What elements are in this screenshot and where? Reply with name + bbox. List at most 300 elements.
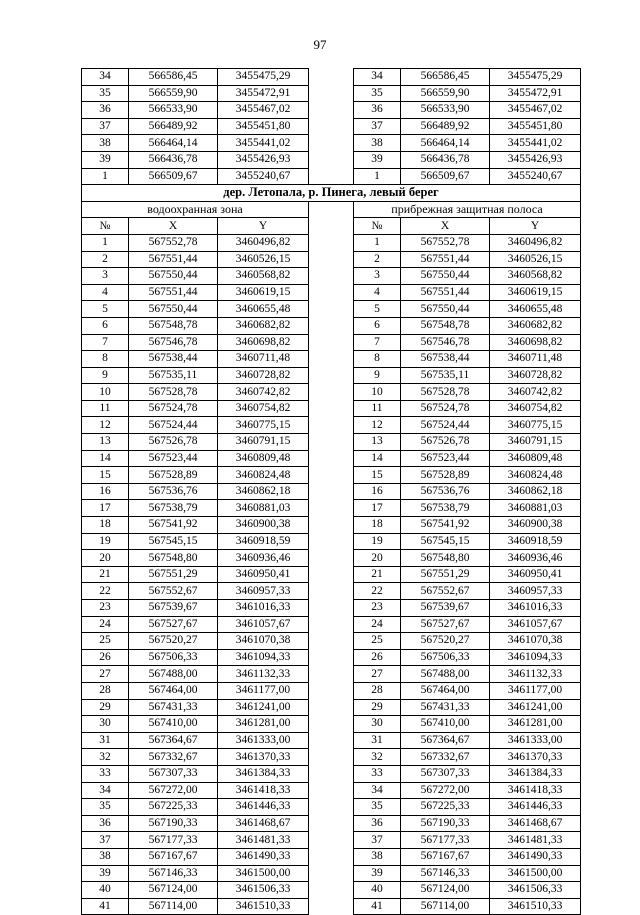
y-coordinate: 3460711,48	[490, 351, 581, 368]
point-number: 19	[354, 533, 401, 550]
x-coordinate: 566559,90	[129, 85, 218, 102]
column-gap	[309, 666, 354, 683]
x-coordinate: 566489,92	[129, 118, 218, 135]
column-gap	[309, 102, 354, 119]
y-coordinate: 3460698,82	[490, 334, 581, 351]
y-coordinate: 3460900,38	[490, 517, 581, 534]
y-coordinate: 3461177,00	[218, 682, 309, 699]
x-coordinate: 567552,78	[129, 234, 218, 251]
point-number: 40	[82, 882, 129, 899]
x-coordinate: 567551,29	[401, 566, 490, 583]
point-number: 38	[82, 135, 129, 152]
x-coordinate: 567524,78	[401, 400, 490, 417]
y-coordinate: 3461132,33	[490, 666, 581, 683]
y-coordinate: 3461481,33	[490, 832, 581, 849]
section-title: дер. Летопала, р. Пинега, левый берег	[82, 185, 581, 202]
column-gap	[309, 649, 354, 666]
point-number: 28	[354, 682, 401, 699]
point-number: 32	[354, 749, 401, 766]
x-coordinate: 567538,79	[401, 500, 490, 517]
y-coordinate: 3455451,80	[490, 118, 581, 135]
y-coordinate: 3455472,91	[218, 85, 309, 102]
x-coordinate: 567364,67	[401, 732, 490, 749]
coordinates-table	[81, 68, 581, 915]
x-coordinate: 567523,44	[401, 450, 490, 467]
column-gap	[309, 384, 354, 401]
x-coordinate: 567464,00	[401, 682, 490, 699]
x-coordinate: 566489,92	[401, 118, 490, 135]
y-coordinate: 3461333,00	[490, 732, 581, 749]
y-coordinate: 3461446,33	[218, 799, 309, 816]
x-coordinate: 567535,11	[129, 367, 218, 384]
point-number: 14	[82, 450, 129, 467]
point-number: 3	[354, 268, 401, 285]
x-coordinate: 567552,67	[129, 583, 218, 600]
x-coordinate: 566586,45	[401, 69, 490, 86]
table-row	[82, 732, 581, 749]
y-coordinate: 3460809,48	[218, 450, 309, 467]
y-coordinate: 3461510,33	[218, 898, 309, 915]
x-coordinate: 567546,78	[129, 334, 218, 351]
y-coordinate: 3455441,02	[490, 135, 581, 152]
column-gap	[309, 782, 354, 799]
x-coordinate: 567552,78	[401, 234, 490, 251]
y-coordinate: 3455475,29	[218, 69, 309, 86]
y-coordinate: 3460775,15	[490, 417, 581, 434]
y-coordinate: 3461490,33	[218, 848, 309, 865]
y-coordinate: 3461370,33	[490, 749, 581, 766]
y-coordinate: 3460881,03	[218, 500, 309, 517]
x-coordinate: 567527,67	[401, 616, 490, 633]
y-coordinate: 3461384,33	[218, 765, 309, 782]
y-coordinate: 3460862,18	[490, 483, 581, 500]
table-row	[82, 799, 581, 816]
y-coordinate: 3461506,33	[218, 882, 309, 899]
y-coordinate: 3455467,02	[218, 102, 309, 119]
y-coordinate: 3460496,82	[218, 234, 309, 251]
table-row	[82, 234, 581, 251]
y-coordinate: 3461418,33	[218, 782, 309, 799]
page-number: 97	[313, 37, 327, 52]
y-coordinate: 3461370,33	[218, 749, 309, 766]
column-gap	[309, 500, 354, 517]
x-coordinate: 567550,44	[129, 301, 218, 318]
table-row	[82, 151, 581, 168]
table-row	[82, 765, 581, 782]
y-coordinate: 3460957,33	[490, 583, 581, 600]
coordinate-rows	[82, 234, 581, 914]
point-number: 41	[354, 898, 401, 915]
point-number: 17	[354, 500, 401, 517]
y-coordinate: 3461070,38	[218, 633, 309, 650]
table-row	[82, 882, 581, 899]
point-number: 37	[354, 118, 401, 135]
point-number: 32	[82, 749, 129, 766]
x-coordinate: 567551,44	[129, 284, 218, 301]
point-number: 9	[82, 367, 129, 384]
y-coordinate: 3461418,33	[490, 782, 581, 799]
x-coordinate: 567551,44	[401, 251, 490, 268]
y-coordinate: 3455240,67	[490, 168, 581, 185]
x-coordinate: 567538,79	[129, 500, 218, 517]
column-gap	[309, 815, 354, 832]
x-coordinate: 567548,80	[129, 550, 218, 567]
x-coordinate: 567520,27	[129, 633, 218, 650]
column-gap	[309, 251, 354, 268]
table-row	[82, 616, 581, 633]
y-coordinate: 3460496,82	[490, 234, 581, 251]
column-gap	[309, 848, 354, 865]
point-number: 37	[354, 832, 401, 849]
point-number: 8	[82, 351, 129, 368]
table-row	[82, 417, 581, 434]
table-row	[82, 268, 581, 285]
x-coordinate: 567548,78	[129, 317, 218, 334]
point-number: 39	[354, 865, 401, 882]
point-number: 1	[354, 168, 401, 185]
y-coordinate: 3460862,18	[218, 483, 309, 500]
x-coordinate: 567431,33	[401, 699, 490, 716]
table-row	[82, 118, 581, 135]
point-number: 6	[82, 317, 129, 334]
x-coordinate: 567124,00	[129, 882, 218, 899]
column-gap	[309, 898, 354, 915]
column-gap	[309, 301, 354, 318]
x-coordinate: 567272,00	[401, 782, 490, 799]
x-coordinate: 567548,80	[401, 550, 490, 567]
x-coordinate: 567528,78	[129, 384, 218, 401]
column-gap	[309, 550, 354, 567]
y-coordinate: 3460682,82	[218, 317, 309, 334]
point-number: 31	[82, 732, 129, 749]
x-coordinate: 567539,67	[401, 600, 490, 617]
table-row	[82, 500, 581, 517]
x-coordinate: 567526,78	[401, 434, 490, 451]
x-coordinate: 566586,45	[129, 69, 218, 86]
column-gap	[309, 317, 354, 334]
point-number: 27	[354, 666, 401, 683]
y-coordinate: 3460568,82	[218, 268, 309, 285]
point-number: 13	[354, 434, 401, 451]
table-row	[82, 517, 581, 534]
table-row	[82, 467, 581, 484]
x-coordinate: 567520,27	[401, 633, 490, 650]
x-coordinate: 567551,44	[129, 251, 218, 268]
x-coordinate: 567528,78	[401, 384, 490, 401]
column-gap	[309, 749, 354, 766]
y-coordinate: 3460824,48	[218, 467, 309, 484]
point-number: 34	[354, 69, 401, 86]
y-coordinate: 3455475,29	[490, 69, 581, 86]
section-header	[82, 185, 581, 235]
table-row	[82, 301, 581, 318]
table-row	[82, 251, 581, 268]
y-coordinate: 3460682,82	[490, 317, 581, 334]
table-row	[82, 284, 581, 301]
y-coordinate: 3460728,82	[490, 367, 581, 384]
y-coordinate: 3461468,67	[218, 815, 309, 832]
table-row	[82, 848, 581, 865]
table-row	[82, 633, 581, 650]
point-number: 5	[354, 301, 401, 318]
y-coordinate: 3455467,02	[490, 102, 581, 119]
point-number: 29	[82, 699, 129, 716]
column-gap	[309, 234, 354, 251]
y-coordinate: 3461057,67	[218, 616, 309, 633]
column-gap	[309, 467, 354, 484]
column-gap	[309, 882, 354, 899]
table-row	[82, 102, 581, 119]
table-row	[82, 367, 581, 384]
y-coordinate: 3460809,48	[490, 450, 581, 467]
y-coordinate: 3460791,15	[218, 434, 309, 451]
column-gap	[309, 135, 354, 152]
column-gap	[309, 682, 354, 699]
y-coordinate: 3460900,38	[218, 517, 309, 534]
point-number: 28	[82, 682, 129, 699]
point-number: 35	[82, 85, 129, 102]
table-row	[82, 583, 581, 600]
point-number: 7	[354, 334, 401, 351]
point-number: 18	[354, 517, 401, 534]
y-coordinate: 3461132,33	[218, 666, 309, 683]
y-coordinate: 3460655,48	[218, 301, 309, 318]
x-coordinate: 567524,44	[129, 417, 218, 434]
coastal-protection-strip-title: прибрежная защитная полоса	[354, 201, 581, 218]
y-coordinate: 3461446,33	[490, 799, 581, 816]
column-gap	[309, 367, 354, 384]
y-coordinate: 3461468,67	[490, 815, 581, 832]
header-y: Y	[218, 218, 309, 235]
x-coordinate: 567528,89	[129, 467, 218, 484]
point-number: 21	[354, 566, 401, 583]
point-number: 26	[354, 649, 401, 666]
x-coordinate: 567307,33	[401, 765, 490, 782]
x-coordinate: 567524,78	[129, 400, 218, 417]
column-gap	[309, 268, 354, 285]
table-row	[82, 135, 581, 152]
x-coordinate: 567431,33	[129, 699, 218, 716]
x-coordinate: 567114,00	[401, 898, 490, 915]
x-coordinate: 567177,33	[401, 832, 490, 849]
table-row	[82, 815, 581, 832]
column-gap	[309, 118, 354, 135]
point-number: 24	[82, 616, 129, 633]
column-gap	[309, 218, 354, 235]
x-coordinate: 567523,44	[129, 450, 218, 467]
x-coordinate: 567528,89	[401, 467, 490, 484]
x-coordinate: 566533,90	[129, 102, 218, 119]
column-gap	[309, 284, 354, 301]
column-gap	[309, 633, 354, 650]
column-gap	[309, 351, 354, 368]
point-number: 29	[354, 699, 401, 716]
x-coordinate: 567535,11	[401, 367, 490, 384]
column-header-row	[82, 218, 581, 235]
column-gap	[309, 69, 354, 86]
column-gap	[309, 583, 354, 600]
y-coordinate: 3460791,15	[490, 434, 581, 451]
x-coordinate: 567538,44	[129, 351, 218, 368]
table-row	[82, 168, 581, 185]
table-row	[82, 749, 581, 766]
point-number: 9	[354, 367, 401, 384]
column-gap	[309, 732, 354, 749]
y-coordinate: 3460728,82	[218, 367, 309, 384]
x-coordinate: 566509,67	[129, 168, 218, 185]
x-coordinate: 567548,78	[401, 317, 490, 334]
point-number: 36	[354, 102, 401, 119]
point-number: 25	[82, 633, 129, 650]
table-row	[82, 649, 581, 666]
water-protection-zone-title: водоохранная зона	[82, 201, 309, 218]
x-coordinate: 567536,76	[129, 483, 218, 500]
point-number: 38	[82, 848, 129, 865]
x-coordinate: 566464,14	[401, 135, 490, 152]
y-coordinate: 3461094,33	[218, 649, 309, 666]
y-coordinate: 3455426,93	[490, 151, 581, 168]
point-number: 22	[354, 583, 401, 600]
x-coordinate: 567551,29	[129, 566, 218, 583]
point-number: 23	[82, 600, 129, 617]
point-number: 36	[82, 102, 129, 119]
point-number: 35	[354, 85, 401, 102]
table-row	[82, 400, 581, 417]
point-number: 8	[354, 351, 401, 368]
header-number: №	[82, 218, 129, 235]
point-number: 26	[82, 649, 129, 666]
point-number: 4	[82, 284, 129, 301]
point-number: 25	[354, 633, 401, 650]
point-number: 19	[82, 533, 129, 550]
y-coordinate: 3460655,48	[490, 301, 581, 318]
table-row	[82, 85, 581, 102]
x-coordinate: 567536,76	[401, 483, 490, 500]
point-number: 38	[354, 135, 401, 152]
y-coordinate: 3461016,33	[490, 600, 581, 617]
column-gap	[309, 434, 354, 451]
y-coordinate: 3460526,15	[490, 251, 581, 268]
y-coordinate: 3461177,00	[490, 682, 581, 699]
header-x: X	[129, 218, 218, 235]
table-row	[82, 782, 581, 799]
table-row	[82, 483, 581, 500]
y-coordinate: 3461500,00	[218, 865, 309, 882]
point-number: 1	[82, 168, 129, 185]
x-coordinate: 567527,67	[129, 616, 218, 633]
table-row	[82, 384, 581, 401]
x-coordinate: 567541,92	[129, 517, 218, 534]
y-coordinate: 3460936,46	[490, 550, 581, 567]
column-gap	[309, 334, 354, 351]
x-coordinate: 567551,44	[401, 284, 490, 301]
y-coordinate: 3460568,82	[490, 268, 581, 285]
section-title-row	[82, 185, 581, 202]
point-number: 34	[82, 782, 129, 799]
column-gap	[309, 517, 354, 534]
point-number: 39	[354, 151, 401, 168]
y-coordinate: 3460742,82	[490, 384, 581, 401]
x-coordinate: 567488,00	[129, 666, 218, 683]
header-y: Y	[490, 218, 581, 235]
column-gap	[309, 450, 354, 467]
table-row	[82, 434, 581, 451]
x-coordinate: 567506,33	[129, 649, 218, 666]
point-number: 1	[82, 234, 129, 251]
x-coordinate: 566436,78	[129, 151, 218, 168]
y-coordinate: 3455472,91	[490, 85, 581, 102]
point-number: 37	[82, 118, 129, 135]
point-number: 12	[82, 417, 129, 434]
x-coordinate: 567364,67	[129, 732, 218, 749]
point-number: 38	[354, 848, 401, 865]
x-coordinate: 566436,78	[401, 151, 490, 168]
x-coordinate: 567114,00	[129, 898, 218, 915]
table-row	[82, 600, 581, 617]
table-row	[82, 699, 581, 716]
point-number: 17	[82, 500, 129, 517]
y-coordinate: 3461490,33	[490, 848, 581, 865]
point-number: 33	[82, 765, 129, 782]
point-number: 39	[82, 151, 129, 168]
point-number: 24	[354, 616, 401, 633]
point-number: 31	[354, 732, 401, 749]
zone-title-row	[82, 201, 581, 218]
x-coordinate: 567146,33	[401, 865, 490, 882]
y-coordinate: 3461241,00	[218, 699, 309, 716]
y-coordinate: 3461057,67	[490, 616, 581, 633]
point-number: 2	[82, 251, 129, 268]
y-coordinate: 3460619,15	[218, 284, 309, 301]
point-number: 23	[354, 600, 401, 617]
header-x: X	[401, 218, 490, 235]
y-coordinate: 3461241,00	[490, 699, 581, 716]
x-coordinate: 567190,33	[129, 815, 218, 832]
column-gap	[309, 417, 354, 434]
column-gap	[309, 168, 354, 185]
y-coordinate: 3460881,03	[490, 500, 581, 517]
y-coordinate: 3460824,48	[490, 467, 581, 484]
table-row	[82, 898, 581, 915]
column-gap	[309, 85, 354, 102]
y-coordinate: 3460775,15	[218, 417, 309, 434]
x-coordinate: 566533,90	[401, 102, 490, 119]
point-number: 11	[354, 400, 401, 417]
x-coordinate: 567332,67	[129, 749, 218, 766]
column-gap	[309, 600, 354, 617]
x-coordinate: 567550,44	[401, 268, 490, 285]
point-number: 35	[354, 799, 401, 816]
y-coordinate: 3455426,93	[218, 151, 309, 168]
x-coordinate: 567307,33	[129, 765, 218, 782]
y-coordinate: 3461506,33	[490, 882, 581, 899]
point-number: 33	[354, 765, 401, 782]
x-coordinate: 567541,92	[401, 517, 490, 534]
point-number: 36	[82, 815, 129, 832]
x-coordinate: 566464,14	[129, 135, 218, 152]
point-number: 6	[354, 317, 401, 334]
table-row	[82, 865, 581, 882]
y-coordinate: 3455240,67	[218, 168, 309, 185]
x-coordinate: 567550,44	[401, 301, 490, 318]
table-row	[82, 334, 581, 351]
x-coordinate: 566559,90	[401, 85, 490, 102]
y-coordinate: 3460711,48	[218, 351, 309, 368]
y-coordinate: 3461333,00	[218, 732, 309, 749]
column-gap	[309, 699, 354, 716]
point-number: 21	[82, 566, 129, 583]
table-row	[82, 566, 581, 583]
